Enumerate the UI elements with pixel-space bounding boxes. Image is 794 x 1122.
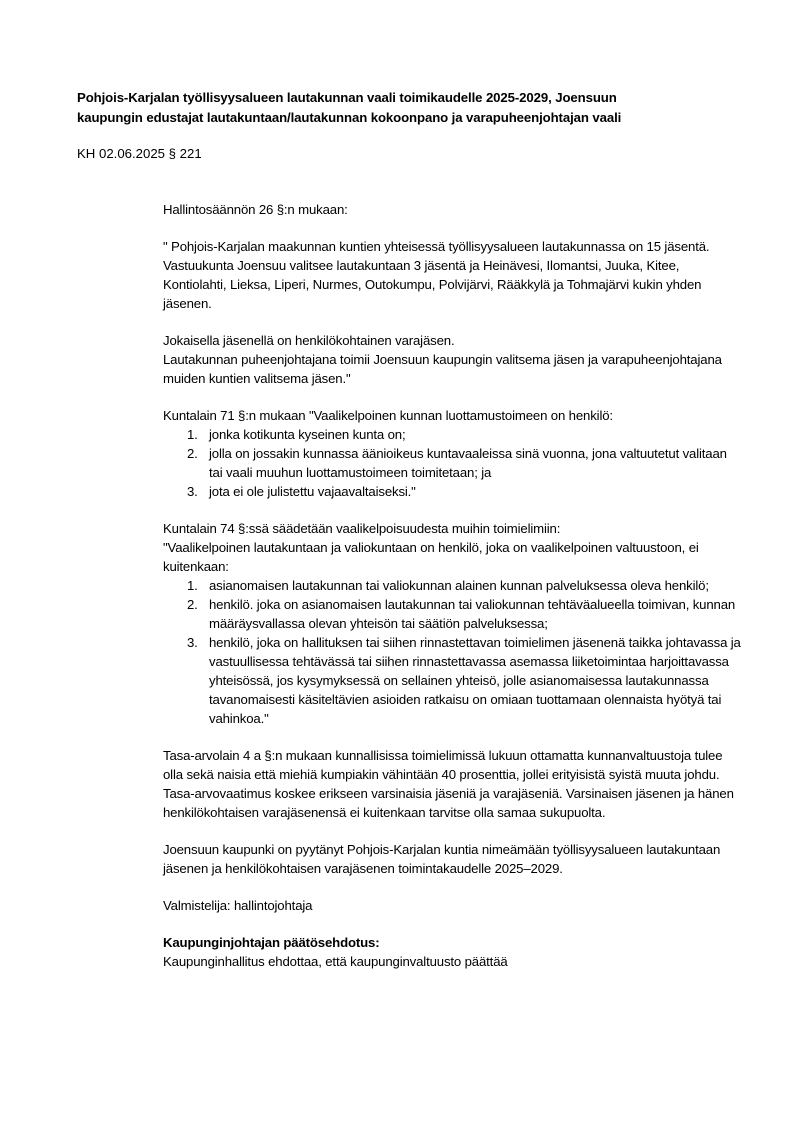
preparer: Valmistelija: hallintojohtaja (163, 898, 313, 913)
paragraph-request: Joensuun kaupunki on pyytänyt Pohjois-Karjalan kuntia nimeämään työllisyysalueen lautakuntaan jäsenen ja henkilökohtaisen varajäsenen toimintakaudelle 2025–2029. (163, 842, 721, 876)
document-body (163, 200, 743, 971)
list-text: asianomaisen lautakunnan tai valiokunnan alainen kunnan palveluksessa oleva henkilö; (209, 578, 709, 593)
list-item (163, 633, 743, 728)
list-number: 2. (187, 597, 198, 612)
title-line-1: Pohjois-Karjalan työllisyysalueen lautakunnan vaali toimikaudelle 2025-2029, Joensuun (77, 90, 617, 105)
paragraph-hallintosaanto: Hallintosäännön 26 §:n mukaan: (163, 202, 348, 217)
paragraph-lautakunta-composition: " Pohjois-Karjalan maakunnan kuntien yhteisessä työllisyysalueen lautakunnassa on 15 jäsentä. Vastuukunta Joensuu valitsee lautakuntaan 3 jäsentä ja Heinävesi, Ilomantsi, Juuka, Kitee, Kontiolahti, Lieksa, Liperi, Nurmes, Outokumpu, Polvijärvi, Rääkkylä ja Tohmajärvi kukin yhden jäsenen. (163, 239, 710, 311)
meeting-reference: KH 02.06.2025 § 221 (77, 146, 202, 161)
proposal-text: Kaupunginhallitus ehdottaa, että kaupunginvaltuusto päättää (163, 954, 508, 969)
list-item (163, 444, 743, 482)
paragraph-puheenjohtaja: Lautakunnan puheenjohtajana toimii Joensuun kaupungin valitsema jäsen ja varapuheenjohtajana muiden kuntien valitsema jäsen." (163, 352, 722, 386)
proposal-heading: Kaupunginjohtajan päätösehdotus: (163, 935, 380, 950)
kuntalaki-74-list (163, 576, 743, 728)
list-text: jolla on jossakin kunnassa äänioikeus kuntavaaleissa sinä vuonna, jona valtuutetut valitaan tai vaali muuhun luottamustoimeen toimitetaan; ja (209, 446, 727, 480)
kuntalaki-71-list (163, 425, 743, 501)
list-item (163, 425, 743, 444)
document-title (77, 88, 737, 128)
list-number: 1. (187, 578, 198, 593)
list-number: 3. (187, 635, 198, 650)
list-text: jonka kotikunta kyseinen kunta on; (209, 427, 406, 442)
list-text: henkilö, joka on hallituksen tai siihen rinnastettavan toimielimen jäsenenä taikka johtavassa ja vastuullisessa tehtävässä tai siihen rinnastettavassa asemassa liiketoimintaa harjoittavassa yhteisössä, jos kysymyksessä on sellainen yhteisö, jolle asianomaisessa lautakunnassa tavanomaisesti käsiteltävien asioiden ratkaisu on omiaan tuottamaan olennaista hyötyä tai vahinkoa." (209, 635, 741, 726)
list-item (163, 595, 743, 633)
list-number: 3. (187, 484, 198, 499)
list-item (163, 576, 743, 595)
list-item (163, 482, 743, 501)
list-number: 1. (187, 427, 198, 442)
paragraph-tasa-arvolaki: Tasa-arvolain 4 a §:n mukaan kunnallisissa toimielimissä lukuun ottamatta kunnanvaltuustoja tulee olla sekä naisia että miehiä kumpiakin vähintään 40 prosenttia, jollei erityisistä syistä muuta johdu. Tasa-arvovaatimus koskee erikseen varsinaisia jäseniä ja varajäseniä. Varsinaisen jäsenen ja hänen henkilökohtaisen varajäsenensä ei kuitenkaan tarvitse olla samaa sukupuolta. (163, 748, 734, 820)
kuntalaki-74-quote: "Vaalikelpoinen lautakuntaan ja valiokuntaan on henkilö, joka on vaalikelpoinen valtuustoon, ei kuitenkaan: (163, 540, 699, 574)
kuntalaki-71-intro: Kuntalain 71 §:n mukaan "Vaalikelpoinen kunnan luottamustoimeen on henkilö: (163, 408, 613, 423)
paragraph-varajasen: Jokaisella jäsenellä on henkilökohtainen varajäsen. (163, 333, 455, 348)
list-text: henkilö. joka on asianomaisen lautakunnan tai valiokunnan tehtäväalueella toimivan, kunnan määräysvallassa olevan yhteisön tai säätiön palveluksessa; (209, 597, 736, 631)
list-number: 2. (187, 446, 198, 461)
title-line-2: kaupungin edustajat lautakuntaan/lautakunnan kokoonpano ja varapuheenjohtajan vaali (77, 110, 622, 125)
kuntalaki-74-intro: Kuntalain 74 §:ssä säädetään vaalikelpoisuudesta muihin toimielimiin: (163, 521, 561, 536)
list-text: jota ei ole julistettu vajaavaltaiseksi." (209, 484, 416, 499)
